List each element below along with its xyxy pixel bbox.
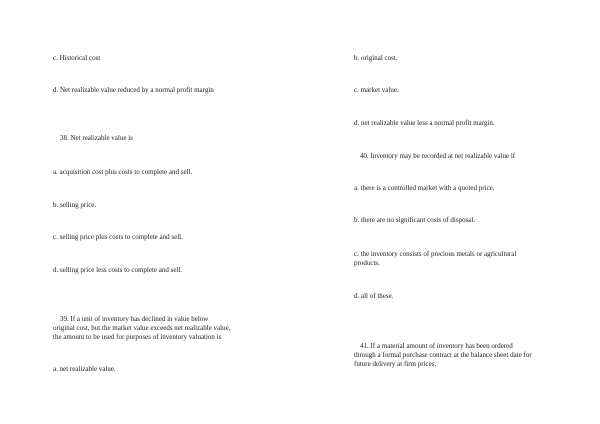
q40-option-a: a. there is a controlled market with a quoted price. [354, 184, 495, 192]
q40-stem: 40. Inventory may be recorded at net realizable value if [360, 152, 516, 160]
q41-stem-line3: future delivery at firm prices, [354, 360, 437, 368]
q37-option-d-right: d. net realizable value less a normal profit margin. [354, 119, 495, 127]
q39-stem-line2: original cost, but the market value exceeds net realizable value, [53, 324, 231, 332]
q37-option-d-left: d. Net realizable value reduced by a normal profit margin [53, 86, 214, 94]
q37-option-b-right: b. original cost. [354, 54, 398, 62]
q38-option-d: d. selling price less costs to complete and sell. [53, 266, 183, 274]
q37-option-c-right: c. market value. [354, 86, 399, 94]
q40-option-b: b. there are no significant costs of disposal. [354, 216, 476, 224]
q38-option-c: c. selling price plus costs to complete and sell. [53, 233, 183, 241]
q41-stem-line1: 41. If a material amount of inventory has been ordered [360, 342, 513, 350]
q38-stem: 38. Net realizable value is [60, 134, 133, 142]
q37-option-c-left: c. Historical cost [53, 54, 101, 62]
q39-stem-line1: 39. If a unit of inventory has declined in value below [60, 315, 209, 323]
q39-option-a: a. net realizable value. [53, 365, 116, 373]
q40-option-c-line2: products. [354, 259, 380, 267]
q41-stem-line2: through a formal purchase contract at the balance sheet date for [354, 351, 532, 359]
q39-stem-line3: the amount to be used for purposes of inventory valuation is [53, 333, 222, 341]
q40-option-c-line1: c. the inventory consists of precious metals or agricultural [354, 250, 517, 258]
q38-option-b: b. selling price. [53, 201, 97, 209]
q40-option-d: d. all of these. [354, 292, 394, 300]
q38-option-a: a. acquisition cost plus costs to complete and sell. [53, 168, 193, 176]
